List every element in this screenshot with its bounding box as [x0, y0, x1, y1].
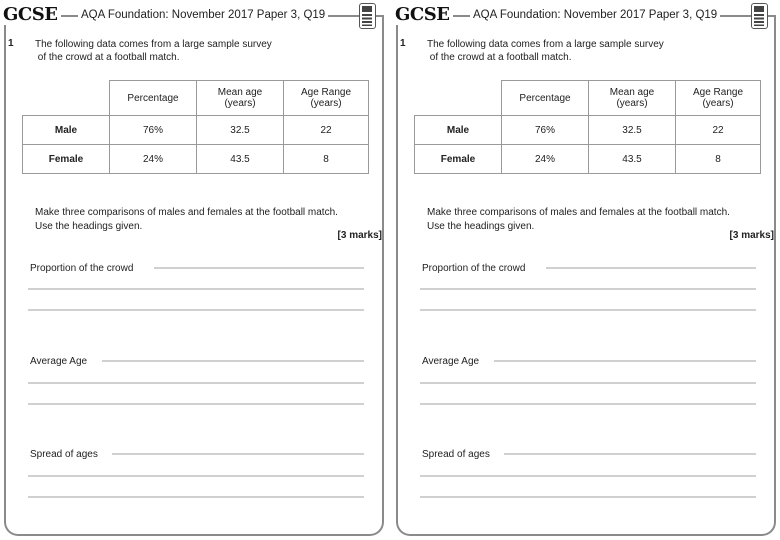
- paper-title: AQA Foundation: November 2017 Paper 3, Q19: [78, 9, 328, 21]
- row-label-male: Male: [23, 116, 110, 145]
- header-age-range: Age Range (years): [284, 81, 369, 116]
- cell-female-age-range: 8: [676, 145, 761, 174]
- calculator-icon: [359, 3, 376, 29]
- answer-line[interactable]: [102, 360, 364, 362]
- answer-line[interactable]: [494, 360, 756, 362]
- marks-label: [3 marks]: [337, 230, 382, 241]
- answer-line[interactable]: [420, 475, 756, 477]
- answer-line[interactable]: [112, 453, 364, 455]
- question-text: The following data comes from a large sample survey of the crowd at a football match.: [427, 39, 664, 63]
- row-label-male: Male: [415, 116, 502, 145]
- header-percentage: Percentage: [110, 81, 197, 116]
- answer-line[interactable]: [28, 309, 364, 311]
- heading-spread: Spread of ages: [30, 449, 104, 460]
- heading-average-age: Average Age: [422, 356, 485, 367]
- survey-table: [22, 80, 369, 174]
- instructions: Make three comparisons of males and females at the football match. Use the headings given.: [35, 207, 338, 232]
- answer-line[interactable]: [420, 288, 756, 290]
- cell-male-age-range: 22: [284, 116, 369, 145]
- table-row: [415, 116, 761, 145]
- cell-female-age-range: 8: [284, 145, 369, 174]
- answer-line[interactable]: [420, 309, 756, 311]
- table-row: [415, 145, 761, 174]
- row-label-female: Female: [415, 145, 502, 174]
- heading-spread: Spread of ages: [422, 449, 496, 460]
- calculator-icon: [751, 3, 768, 29]
- answer-line[interactable]: [504, 453, 756, 455]
- table-row: [23, 145, 369, 174]
- cell-male-percentage: 76%: [502, 116, 589, 145]
- answer-line[interactable]: [28, 403, 364, 405]
- heading-proportion: Proportion of the crowd: [422, 263, 531, 274]
- header-mean-age: Mean age (years): [197, 81, 284, 116]
- answer-line[interactable]: [154, 267, 364, 269]
- survey-table: [414, 80, 761, 174]
- cell-male-mean-age: 32.5: [589, 116, 676, 145]
- answer-line[interactable]: [28, 288, 364, 290]
- cell-female-percentage: 24%: [502, 145, 589, 174]
- cell-female-percentage: 24%: [110, 145, 197, 174]
- marks-label: [3 marks]: [729, 230, 774, 241]
- question-text: The following data comes from a large sample survey of the crowd at a football match.: [35, 39, 272, 63]
- answer-line[interactable]: [420, 496, 756, 498]
- answer-line[interactable]: [28, 496, 364, 498]
- cell-male-percentage: 76%: [110, 116, 197, 145]
- cell-female-mean-age: 43.5: [197, 145, 284, 174]
- worksheet-panel-right: [392, 0, 780, 540]
- table-corner: [415, 81, 502, 116]
- answer-line[interactable]: [420, 382, 756, 384]
- heading-average-age: Average Age: [30, 356, 93, 367]
- instructions: Make three comparisons of males and females at the football match. Use the headings given.: [427, 207, 730, 232]
- cell-male-age-range: 22: [676, 116, 761, 145]
- header-mean-age: Mean age (years): [589, 81, 676, 116]
- gcse-logo: GCSE: [395, 4, 453, 25]
- gcse-logo: GCSE: [3, 4, 61, 25]
- question-number: 1: [400, 38, 406, 49]
- answer-line[interactable]: [546, 267, 756, 269]
- table-corner: [23, 81, 110, 116]
- answer-line[interactable]: [28, 475, 364, 477]
- header-age-range: Age Range (years): [676, 81, 761, 116]
- header-percentage: Percentage: [502, 81, 589, 116]
- paper-title: AQA Foundation: November 2017 Paper 3, Q19: [470, 9, 720, 21]
- answer-line[interactable]: [28, 382, 364, 384]
- table-row: [23, 116, 369, 145]
- answer-line[interactable]: [420, 403, 756, 405]
- cell-male-mean-age: 32.5: [197, 116, 284, 145]
- row-label-female: Female: [23, 145, 110, 174]
- question-number: 1: [8, 38, 14, 49]
- cell-female-mean-age: 43.5: [589, 145, 676, 174]
- heading-proportion: Proportion of the crowd: [30, 263, 139, 274]
